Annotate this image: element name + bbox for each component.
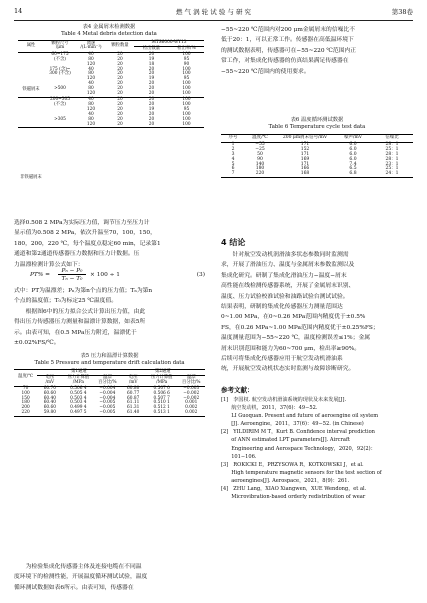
table6-caption: [221, 117, 413, 131]
t4-cell: 175 (含)~: [49, 66, 71, 72]
t4-cell: 100: [182, 81, 191, 87]
t5-cell: −0.002: [183, 390, 200, 396]
t6-cell: 3: [231, 151, 235, 157]
t4-cell: 95: [183, 106, 190, 112]
reference-line: of ANN estimated LPT parameters[J]. Aircraft: [221, 437, 350, 444]
reference-line: [4] ZHU Lang，XIAO Xiangwen，XUE Wendong，et al.: [221, 486, 367, 493]
t5-h-p-unit: /MPa: [72, 379, 84, 385]
t5-h-p: 压力计算值: [67, 374, 90, 380]
table5-caption-cn: 表5 压力和温漂计算数据: [80, 353, 139, 359]
t5-h-p2: 压力计算值: [150, 374, 173, 380]
t4-cell: 19: [148, 76, 155, 82]
t6-cell: 6.0: [349, 141, 357, 147]
t5-cell: 200: [21, 405, 30, 411]
t5-cell: 220: [21, 410, 30, 416]
conclusion-line: FS，在0.26 MPa~1.00 MPa范围内精度优于±0.25%FS；: [221, 324, 379, 331]
formula-lhs: PT% =: [30, 272, 50, 278]
t4-cell: 80: [88, 101, 94, 107]
t6-cell: 28：1: [385, 141, 399, 147]
t5-ch2: 第2通道: [121, 370, 205, 376]
formula-rhs: × 100 ÷ 1: [90, 272, 120, 278]
t6-h-snr: 信噪比: [385, 135, 399, 140]
t4-cell: 60~175: [51, 51, 69, 57]
t4-cell: 20: [117, 121, 123, 127]
table5-caption: [14, 353, 205, 367]
t6-cell: 90: [257, 156, 263, 162]
t5-cell: 70: [22, 385, 29, 391]
t4-cell: 80: [88, 86, 94, 92]
journal-title: 燃 气 涡 轮 试 验 与 研 究: [175, 8, 252, 16]
lp1-line: 显示值为0.508 2 MPa，依次升温至70，100，150，: [14, 230, 156, 237]
t4-cell: 20: [148, 111, 155, 117]
t4-cell: 95: [183, 76, 190, 82]
t4-h-flow-unit: /(L·min⁻¹): [80, 45, 102, 51]
t5-cell: 59.80: [43, 410, 57, 416]
table4-caption-en: Table 4 Metal debris detection data: [61, 30, 157, 37]
t5-h-d-unit: 百分比/%: [98, 379, 117, 385]
formula-number: (3): [196, 272, 205, 278]
t5-h-d2-unit: 百分比/%: [182, 379, 201, 385]
page-number: 14: [14, 7, 23, 15]
t4-h-size-unit: /μm: [55, 45, 65, 51]
t6-cell: 7: [231, 171, 235, 177]
t5-cell: 0.513 1: [153, 410, 170, 416]
lp3-line: 为检验集成化传感器主体及连接电缆在不同温: [14, 564, 142, 570]
conclusion-line: 结果表明，研制的集成化传感器压力测量范围达: [221, 304, 343, 311]
conclusion-line: 高性能在线检测传感器系统，开展了金属屑末识别、: [221, 283, 355, 290]
t6-h-temp: 温度/℃: [252, 135, 268, 140]
right-paragraph-1: [221, 25, 413, 77]
t5-cell: 0.001: [185, 400, 198, 406]
t6-cell: 25：1: [385, 146, 399, 152]
t4-cell: 19: [148, 106, 155, 112]
t5-h-d2: 温漂: [186, 374, 196, 380]
lp1-line: 力温漂检测计算公式如下：: [14, 261, 84, 268]
reference-line: [1] 李国权. 航空发动机滑油系统的现状及未来发展[J].: [221, 397, 347, 403]
left-paragraph-3: [14, 562, 205, 593]
t4-ferro-label: 铁磁屑末: [22, 87, 40, 92]
t4-cell: 20: [148, 66, 155, 72]
t4-cell: 20: [117, 56, 123, 62]
conclusion-line: 统，开展航空发动机状态实时监测与故障诊断研究。: [221, 366, 355, 373]
t6-cell: −25: [255, 146, 265, 152]
t6-cell: 220: [255, 171, 265, 177]
t4-cell: 80: [88, 56, 94, 62]
t4-cell: 40: [88, 96, 94, 102]
t5-cell: 0.503 4: [70, 400, 87, 406]
t4-cell: 18: [148, 61, 155, 67]
table6-caption-cn: 表6 温度循环测试数据: [290, 117, 344, 123]
t6-cell: 23：1: [385, 161, 399, 167]
t4-cell: 20: [148, 91, 155, 97]
t6-cell: 171: [300, 141, 310, 147]
t4-cell: 120: [86, 76, 96, 82]
t4-cell: 100: [182, 86, 191, 92]
table4: [18, 40, 204, 180]
lp1-line: 180，200，220 ℃，每个温度点稳定60 min，记录第1: [14, 240, 161, 247]
t4-cell: 120: [86, 91, 96, 97]
lp2-line: 式中：PT为温漂差；Pₙ为第n个点的压力值；Tₙ为第n: [14, 288, 153, 294]
t4-cell: 80: [88, 116, 94, 122]
reference-line: [2] YILDIRIM M T，Kurt B. Confidence interval prediction: [221, 429, 375, 436]
t4-cell: 20: [117, 81, 123, 87]
t5-cell: 61.11: [127, 400, 140, 406]
t5-h-v2-unit: /mV: [128, 379, 138, 385]
lp3-line: 度环境下的检测性能，开展温度循环测试试验，温度: [14, 574, 148, 581]
t6-row: [221, 172, 413, 177]
lp2-line: 得出压力传感器压力测量和温漂计算数据，如表5所: [14, 319, 146, 326]
t4-h-attr: 属性: [26, 42, 36, 48]
lp2-line: ±0.02%FS/℃。: [14, 340, 60, 347]
t4-cell: 20: [117, 106, 123, 112]
t4-cell: 20: [117, 111, 123, 117]
t4-cell: 20: [117, 76, 123, 82]
formula-3: [14, 268, 205, 284]
t6-cell: 7.4: [349, 161, 357, 167]
rp1-line: 常工作，对集成化传感器的仿真结果满足传感器在: [221, 58, 349, 65]
t4-cell: 20: [148, 116, 155, 122]
t6-cell: 24：1: [385, 171, 399, 177]
t5-cell: 60.80: [127, 385, 140, 391]
t4-cell: 100: [182, 116, 191, 122]
t5-cell: 0.507 7: [153, 395, 170, 401]
t4-cell: 20: [148, 96, 155, 102]
t6-cell: 6.0: [349, 146, 357, 152]
table5: [14, 369, 205, 417]
reference-line: 101−106.: [221, 453, 257, 460]
conclusion-line: 温度测量范围为−55~220 ℃，温度检测误差≤1%；金属: [221, 335, 371, 342]
t4-cell: 20: [117, 71, 123, 77]
t4-cell: 100: [182, 51, 191, 57]
t6-cell: 152: [300, 146, 310, 152]
t4-cell: 19: [148, 56, 155, 62]
conclusion-line: 集成化研究。研制了集成化滑油压力−温度−屑末: [221, 272, 347, 279]
reference-line: LI Guoquan. Present and future of aeroengine oil system: [221, 413, 379, 420]
header-rule: [14, 20, 413, 21]
t4-cell: 20: [148, 51, 155, 57]
conclusion-paragraph: [221, 250, 413, 375]
t5-cell: 60.87: [127, 395, 140, 401]
t4-cell: 100: [182, 66, 191, 72]
t4-cell: 100: [182, 91, 191, 97]
t5-cell: −0.005: [99, 405, 116, 411]
t4-cell: 100: [182, 121, 191, 127]
t5-h-temp: 温度/℃: [18, 374, 34, 380]
t6-cell: 6.5: [349, 166, 357, 172]
t6-h-no: 序号: [228, 135, 238, 140]
t6-cell: 50: [257, 151, 263, 157]
t5-cell: 61.40: [127, 410, 140, 416]
reference-line: High temperature magnetic sensors for the test section of: [221, 469, 382, 476]
t6-cell: 171: [300, 151, 310, 157]
t4-cell: 120: [86, 106, 96, 112]
t4-cell: 80: [88, 71, 94, 77]
t4-cell: 40: [88, 51, 94, 57]
t6-cell: −55: [255, 141, 265, 147]
t4-cell: 20: [148, 81, 155, 87]
t6-cell: 169: [300, 156, 310, 162]
lp1-line: 通道和第2通道传感器压力数据和压力计数据。压: [14, 251, 140, 258]
lp2-line: 示。由表可知，在0.5 MPa压力附近，温漂优于: [14, 329, 137, 336]
conclusion-line: 求，开展了滑油压力、温度与金属屑末参数监测以及: [221, 262, 355, 269]
t4-cell: 100: [182, 71, 191, 77]
t6-cell: 1: [231, 141, 235, 147]
t4-cell: 20: [148, 71, 155, 77]
t5-cell: 150: [21, 395, 30, 401]
t4-cell: 20: [148, 121, 155, 127]
t4-cell: >500: [54, 86, 66, 92]
formula-numerator: Pₙ − P₀: [58, 268, 86, 275]
lp3-line: 循环测试数据如表6所示。由表可知，传感器在: [14, 584, 134, 591]
t6-cell: 140: [255, 161, 265, 167]
t4-cell: 100: [182, 101, 191, 107]
t5-cell: 60.77: [127, 390, 140, 396]
t4-cell: 40: [88, 81, 94, 87]
t5-cell: 0.497 5: [70, 410, 87, 416]
t4-h-size: [44, 41, 76, 53]
t4-h-rate: 检出率/%: [177, 45, 196, 51]
rp1-line: 的测试数据表明，传感器可在−55~220 ℃范围内正: [221, 47, 357, 54]
table6-caption-en: Table 6 Temperature cycle test data: [268, 123, 366, 130]
reference-line: [J]. Aeroengine，2011，37(6)：49−52. (in Chinese): [221, 421, 364, 428]
t4-h-det: 检出数量: [142, 45, 161, 51]
t6-h-signal: 200 μm屑末信号/mV: [282, 135, 328, 140]
rp1-line: 低于20：1，可以正常工作。传感器在高低温环境下: [221, 37, 354, 44]
t5-cell: 0.503 4: [70, 395, 87, 401]
reference-line: aeroengines[J]. Aerospace，2021，8(9)：261.: [221, 477, 350, 484]
t4-cell: 20: [117, 51, 123, 57]
t6-cell: 180: [255, 166, 265, 172]
t5-h-v: 电压: [45, 374, 55, 380]
t4-cell: 20: [117, 91, 123, 97]
t4-cell: 40: [88, 66, 94, 72]
t5-cell: 0.505 4: [70, 390, 87, 396]
lp2-line: 个点的温度值；T₀为标定25 ℃温度值。: [14, 298, 118, 305]
t5-cell: −0.002: [183, 395, 200, 401]
t6-cell: 6.0: [349, 156, 357, 162]
t4-cell: 95: [183, 56, 190, 62]
t5-h-d: 温漂: [103, 374, 112, 380]
t5-cell: 60.60: [43, 390, 57, 396]
t4-cell: 20: [117, 86, 123, 92]
rp1-line: −55~220 ℃范围内的使用要求。: [221, 68, 310, 75]
t4-cell: 40: [88, 111, 94, 117]
t4-cell: 20: [117, 61, 123, 67]
lp1-line: 选择0.508 2 MPa为实际压力值，调节压力至压力计: [14, 220, 150, 226]
rp1-line: −55~220 ℃范围内对200 μm金属屑末的信噪比不: [221, 27, 356, 33]
conclusion-line: 针对航空发动机润滑油多状态参数同时监测需: [221, 252, 349, 258]
t5-cell: −0.004: [99, 390, 116, 396]
t6-cell: 28：1: [385, 156, 399, 162]
t5-cell: 60.40: [43, 400, 57, 406]
t5-cell: 0.510 1: [153, 400, 170, 406]
t6-cell: 28：1: [385, 151, 399, 157]
t4-cell: 20: [148, 101, 155, 107]
t5-h-v-unit: /mV: [45, 379, 55, 385]
t5-cell: 100: [21, 390, 30, 396]
t4-cell: 20: [117, 96, 123, 102]
t5-cell: 180: [21, 400, 30, 406]
t4-row: [18, 123, 204, 128]
t5-cell: 0.506 6: [153, 390, 170, 396]
t6-cell: 166: [300, 166, 310, 172]
reference-line: 航空发动机，2011，37(6)：49−52.: [221, 405, 318, 412]
t6-cell: 2: [231, 146, 235, 152]
t5-cell: 61.31: [127, 405, 140, 411]
t4-cell: 90: [183, 61, 190, 67]
t4-h-count: 颗粒数量: [111, 42, 129, 48]
conclusion-line: 后续可将集成化传感器应用于航空发动机滑油系: [221, 356, 343, 363]
t4-nonferro-label: 非铁磁屑末: [20, 175, 42, 180]
t5-cell: 0.512 1: [153, 405, 170, 411]
t4-attr-cell: [18, 123, 44, 128]
t5-cell: 0.002: [185, 410, 198, 416]
t5-h-v2: 电压: [128, 374, 138, 380]
t4-h-mts: MTS6000-WY13: [134, 41, 204, 47]
left-paragraph-2: [14, 286, 205, 348]
t5-cell: −0.005: [99, 410, 116, 416]
table4-caption: [14, 24, 204, 38]
table6: [221, 134, 413, 178]
reference-line: [3] ROKICKI E，PRZYSOWA R，KOTKOWSKI J，et al.: [221, 461, 364, 468]
t6-cell: 25：1: [385, 166, 399, 172]
t5-cell: 0.002: [185, 405, 198, 411]
conclusion-line: 屑末识别范围和能力为60~700 μm，检出率≥90%。: [221, 345, 361, 352]
t4-cell: >305: [54, 116, 66, 122]
references-heading: 参考文献：: [221, 386, 254, 394]
t6-h-noise: 噪声/mV: [343, 135, 363, 140]
conclusion-line: 0~1.00 MPa，在0~0.26 MPa范围内精度优于±0.5%: [221, 314, 366, 321]
t4-cell: 20: [117, 66, 123, 72]
t4-cell: (不含): [54, 101, 66, 107]
t4-cell: (不含): [54, 56, 66, 62]
t6-cell: 6.0: [349, 151, 357, 157]
t6-cell: 171: [300, 161, 310, 167]
t4-cell: 120: [86, 121, 96, 127]
t5-cell: 60.70: [43, 385, 57, 391]
t4-cell: 120: [86, 61, 96, 67]
t5-cell: 60.40: [43, 395, 57, 401]
t5-cell: −0.003: [183, 385, 200, 391]
volume-label: 第38卷: [391, 8, 413, 16]
table4-caption-cn: 表4 金属屑末检测数据: [82, 24, 136, 30]
t4-cell: 300 (不含): [49, 71, 71, 77]
t5-cell: 0.506 4: [70, 385, 87, 391]
t5-row: [14, 411, 205, 416]
t6-cell: 4: [231, 156, 235, 162]
conclusion-line: 温度、压力试验校准试验和油路试验台测试试验。: [221, 293, 349, 300]
t5-cell: 0.507 0: [153, 385, 170, 391]
t4-h-flow: [76, 41, 106, 53]
t4-cell: [44, 123, 76, 128]
t5-cell: 60.60: [43, 405, 57, 411]
reference-line: Microvibration-based orderly redistribution of wear: [221, 494, 366, 501]
t6-cell: 6: [231, 166, 235, 172]
lp2-line: 根据图6中的压力拟合公式计算出压力值，由此: [14, 308, 146, 315]
t5-cell: 0.499 4: [70, 405, 87, 411]
t4-cell: 200~305: [49, 96, 70, 102]
left-paragraph-1: [14, 218, 205, 270]
t5-h-p2-unit: /MPa: [156, 379, 168, 385]
reference-line: Engineering and Aerospace Technology，2020，92(2)：: [221, 445, 376, 452]
t5-cell: −0.004: [99, 395, 116, 401]
t6-cell: 6.8: [349, 171, 357, 177]
t4-h-size-text: 颗粒尺寸: [51, 40, 69, 46]
table5-caption-en: Table 5 Pressure and temperature drift calculation data: [34, 359, 185, 366]
t5-cell: −0.004: [99, 385, 116, 391]
t4-cell: 20: [148, 86, 155, 92]
references-list: [221, 396, 413, 501]
t4-cell: 20: [117, 101, 123, 107]
section-4-heading: 4 结论: [221, 238, 246, 247]
formula-denominator: Tₙ − T₀: [61, 276, 83, 282]
t4-h-flow-text: 流速: [86, 40, 96, 46]
t6-cell: 5: [231, 161, 235, 167]
t5-ch1: 第1通道: [37, 370, 120, 376]
t6-cell: 168: [300, 171, 310, 177]
t4-cell: 100: [182, 96, 191, 102]
t4-cell: 20: [117, 116, 123, 122]
t5-cell: −0.005: [99, 400, 116, 406]
t4-cell: 100: [182, 111, 191, 117]
